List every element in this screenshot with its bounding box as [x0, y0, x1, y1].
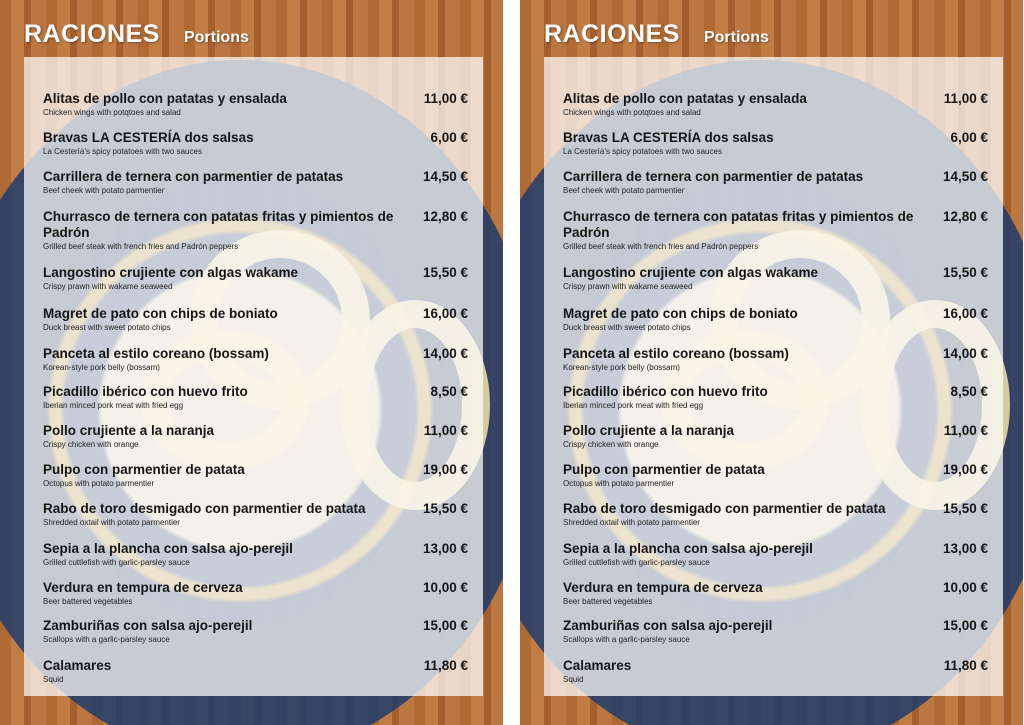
- menu-item: [563, 618, 988, 645]
- menu-item-name: Langostino crujiente con algas wakame: [563, 265, 819, 280]
- menu-item-name: Zamburiñas con salsa ajo-perejil: [43, 618, 253, 633]
- menu-item-price: 16,00 €: [422, 306, 468, 321]
- menu-item-name: Carrillera de ternera con parmentier de patatas: [563, 169, 864, 184]
- menu-item-name: Verdura en tempura de cerveza: [43, 580, 243, 595]
- menu-item-name: Panceta al estilo coreano (bossam): [43, 346, 269, 361]
- menu-item-name: Rabo de toro desmigado con parmentier de patata: [563, 501, 886, 516]
- menu-item-price: 8,50 €: [950, 384, 988, 399]
- menu-item-description: Iberian minced pork meat with fried egg: [43, 401, 184, 410]
- menu-item-description: La Cestería's spicy potatoes with two sauces: [43, 147, 202, 156]
- menu-item-description: Beer battered vegetables: [563, 597, 653, 606]
- menu-item: [43, 130, 468, 157]
- menu-item-name: Langostino crujiente con algas wakame: [43, 265, 299, 280]
- menu-item: [43, 658, 468, 685]
- menu-item-description: Duck breast with sweet potato chips: [43, 323, 171, 332]
- menu-item-name: Calamares: [563, 658, 632, 673]
- menu-item-price: 11,00 €: [943, 423, 988, 438]
- menu-subtitle: Portions: [703, 29, 769, 46]
- menu-item-name: Carrillera de ternera con parmentier de patatas: [43, 169, 344, 184]
- menu-item-name: Sepia a la plancha con salsa ajo-perejil: [563, 541, 813, 556]
- menu-item-price: 15,00 €: [422, 618, 468, 633]
- menu-item-description: Crispy prawn with wakame seaweed: [563, 282, 693, 291]
- menu-item: [43, 541, 468, 568]
- menu-item: [43, 423, 468, 450]
- menu-item-name: Picadillo ibérico con huevo frito: [563, 384, 768, 399]
- menu-item-description: Beef cheek with potato parmentier: [563, 186, 685, 195]
- menu-item-price: 15,50 €: [942, 501, 988, 516]
- menu-item-price: 11,80 €: [943, 658, 988, 673]
- menu-item: [563, 384, 988, 411]
- menu-item-description: Korean-style pork belly (bossam): [43, 363, 160, 372]
- menu-item: [43, 384, 468, 411]
- menu-item: [563, 541, 988, 568]
- menu-items-panel: [24, 57, 483, 696]
- menu-item-description: Squid: [43, 675, 64, 684]
- menu-item-name: Zamburiñas con salsa ajo-perejil: [563, 618, 773, 633]
- menu-item-description: La Cestería's spicy potatoes with two sauces: [563, 147, 722, 156]
- menu-item-price: 12,80 €: [422, 209, 468, 224]
- menu-item: [43, 346, 468, 373]
- menu-item-price: 16,00 €: [942, 306, 988, 321]
- menu-item-description: Iberian minced pork meat with fried egg: [563, 401, 704, 410]
- menu-item: [563, 209, 988, 252]
- menu-item-price: 10,00 €: [942, 580, 988, 595]
- menu-item-name: Pulpo con parmentier de patata: [43, 462, 245, 477]
- menu-item: [563, 423, 988, 450]
- menu-item-description: Crispy chicken with orange: [43, 440, 139, 449]
- menu-item-price: 19,00 €: [942, 462, 988, 477]
- menu-item-description: Chicken wings with potqtoes and salad: [563, 108, 701, 117]
- menu-item-price: 12,80 €: [942, 209, 988, 224]
- menu-item: [563, 501, 988, 528]
- menu-item-price: 11,00 €: [423, 91, 468, 106]
- menu-item-description: Grilled cuttlefish with garlic-parsley sauce: [43, 558, 190, 567]
- menu-item-price: 6,00 €: [430, 130, 468, 145]
- menu-item-name: Alitas de pollo con patatas y ensalada: [43, 91, 287, 106]
- menu-title: RACIONES: [544, 20, 680, 48]
- menu-item-price: 14,50 €: [942, 169, 988, 184]
- menu-item: [563, 346, 988, 373]
- menu-item: [563, 265, 988, 292]
- menu-item: [43, 265, 468, 292]
- menu-page-left: [0, 0, 503, 725]
- menu-page-right: [520, 0, 1023, 725]
- menu-title: RACIONES: [24, 20, 160, 48]
- menu-header: [24, 20, 249, 49]
- menu-item-name: Pulpo con parmentier de patata: [563, 462, 765, 477]
- menu-item-description: Squid: [563, 675, 584, 684]
- menu-item-description: Crispy prawn with wakame seaweed: [43, 282, 173, 291]
- menu-item-name: Verdura en tempura de cerveza: [563, 580, 763, 595]
- menu-item-price: 15,50 €: [942, 265, 988, 280]
- menu-item-price: 11,00 €: [423, 423, 468, 438]
- menu-header: [544, 20, 769, 49]
- menu-item-name: Pollo crujiente a la naranja: [43, 423, 215, 438]
- menu-item-price: 13,00 €: [942, 541, 988, 556]
- menu-item-name: Pollo crujiente a la naranja: [563, 423, 735, 438]
- menu-item-price: 14,00 €: [942, 346, 988, 361]
- menu-item: [43, 501, 468, 528]
- menu-item-name: Alitas de pollo con patatas y ensalada: [563, 91, 807, 106]
- menu-item-description: Beer battered vegetables: [43, 597, 133, 606]
- menu-item-description: Grilled beef steak with french fries and Padrón peppers: [563, 242, 759, 251]
- menu-item-name: Picadillo ibérico con huevo frito: [43, 384, 248, 399]
- menu-item-name: Churrasco de ternera con patatas fritas y pimientos de Padrón: [563, 209, 914, 240]
- menu-item: [563, 580, 988, 607]
- menu-item-name: Sepia a la plancha con salsa ajo-perejil: [43, 541, 293, 556]
- menu-item-price: 6,00 €: [950, 130, 988, 145]
- menu-item-price: 15,50 €: [422, 265, 468, 280]
- menu-items-panel: [544, 57, 1003, 696]
- menu-item: [43, 91, 468, 118]
- menu-item: [563, 462, 988, 489]
- menu-item: [563, 306, 988, 333]
- menu-item-name: Bravas LA CESTERÍA dos salsas: [43, 130, 254, 145]
- menu-item-price: 10,00 €: [422, 580, 468, 595]
- menu-item-description: Shredded oxtail with potato parmentier: [563, 518, 700, 527]
- menu-item-name: Magret de pato con chips de boniato: [43, 306, 278, 321]
- menu-item: [43, 580, 468, 607]
- menu-item-description: Octopus with potato parmentier: [43, 479, 155, 488]
- menu-item: [563, 91, 988, 118]
- menu-item-price: 15,50 €: [422, 501, 468, 516]
- menu-item: [43, 618, 468, 645]
- menu-item-name: Calamares: [43, 658, 112, 673]
- menu-item: [563, 130, 988, 157]
- menu-item-description: Grilled cuttlefish with garlic-parsley sauce: [563, 558, 710, 567]
- menu-item-description: Korean-style pork belly (bossam): [563, 363, 680, 372]
- menu-item-name: Rabo de toro desmigado con parmentier de patata: [43, 501, 366, 516]
- menu-item-description: Chicken wings with potqtoes and salad: [43, 108, 181, 117]
- menu-item: [563, 169, 988, 196]
- menu-item-description: Scallops with a garlic-parsley sauce: [43, 635, 170, 644]
- menu-item-price: 8,50 €: [430, 384, 468, 399]
- menu-item-description: Duck breast with sweet potato chips: [563, 323, 691, 332]
- menu-item-price: 15,00 €: [942, 618, 988, 633]
- menu-item-description: Grilled beef steak with french fries and Padrón peppers: [43, 242, 239, 251]
- menu-item-price: 14,50 €: [422, 169, 468, 184]
- menu-item-price: 11,80 €: [423, 658, 468, 673]
- menu-item: [43, 306, 468, 333]
- menu-item-price: 13,00 €: [422, 541, 468, 556]
- menu-item: [563, 658, 988, 685]
- menu-item: [43, 169, 468, 196]
- menu-item-price: 14,00 €: [422, 346, 468, 361]
- menu-item-description: Crispy chicken with orange: [563, 440, 659, 449]
- menu-item-name: Bravas LA CESTERÍA dos salsas: [563, 130, 774, 145]
- menu-item-name: Churrasco de ternera con patatas fritas y pimientos de Padrón: [43, 209, 394, 240]
- menu-item-description: Scallops with a garlic-parsley sauce: [563, 635, 690, 644]
- menu-item-price: 11,00 €: [943, 91, 988, 106]
- menu-item-description: Shredded oxtail with potato parmentier: [43, 518, 180, 527]
- menu-item: [43, 462, 468, 489]
- menu-item-name: Magret de pato con chips de boniato: [563, 306, 798, 321]
- menu-item-name: Panceta al estilo coreano (bossam): [563, 346, 789, 361]
- menu-item-description: Octopus with potato parmentier: [563, 479, 675, 488]
- menu-subtitle: Portions: [183, 29, 249, 46]
- menu-item-description: Beef cheek with potato parmentier: [43, 186, 165, 195]
- menu-item: [43, 209, 468, 252]
- menu-item-price: 19,00 €: [422, 462, 468, 477]
